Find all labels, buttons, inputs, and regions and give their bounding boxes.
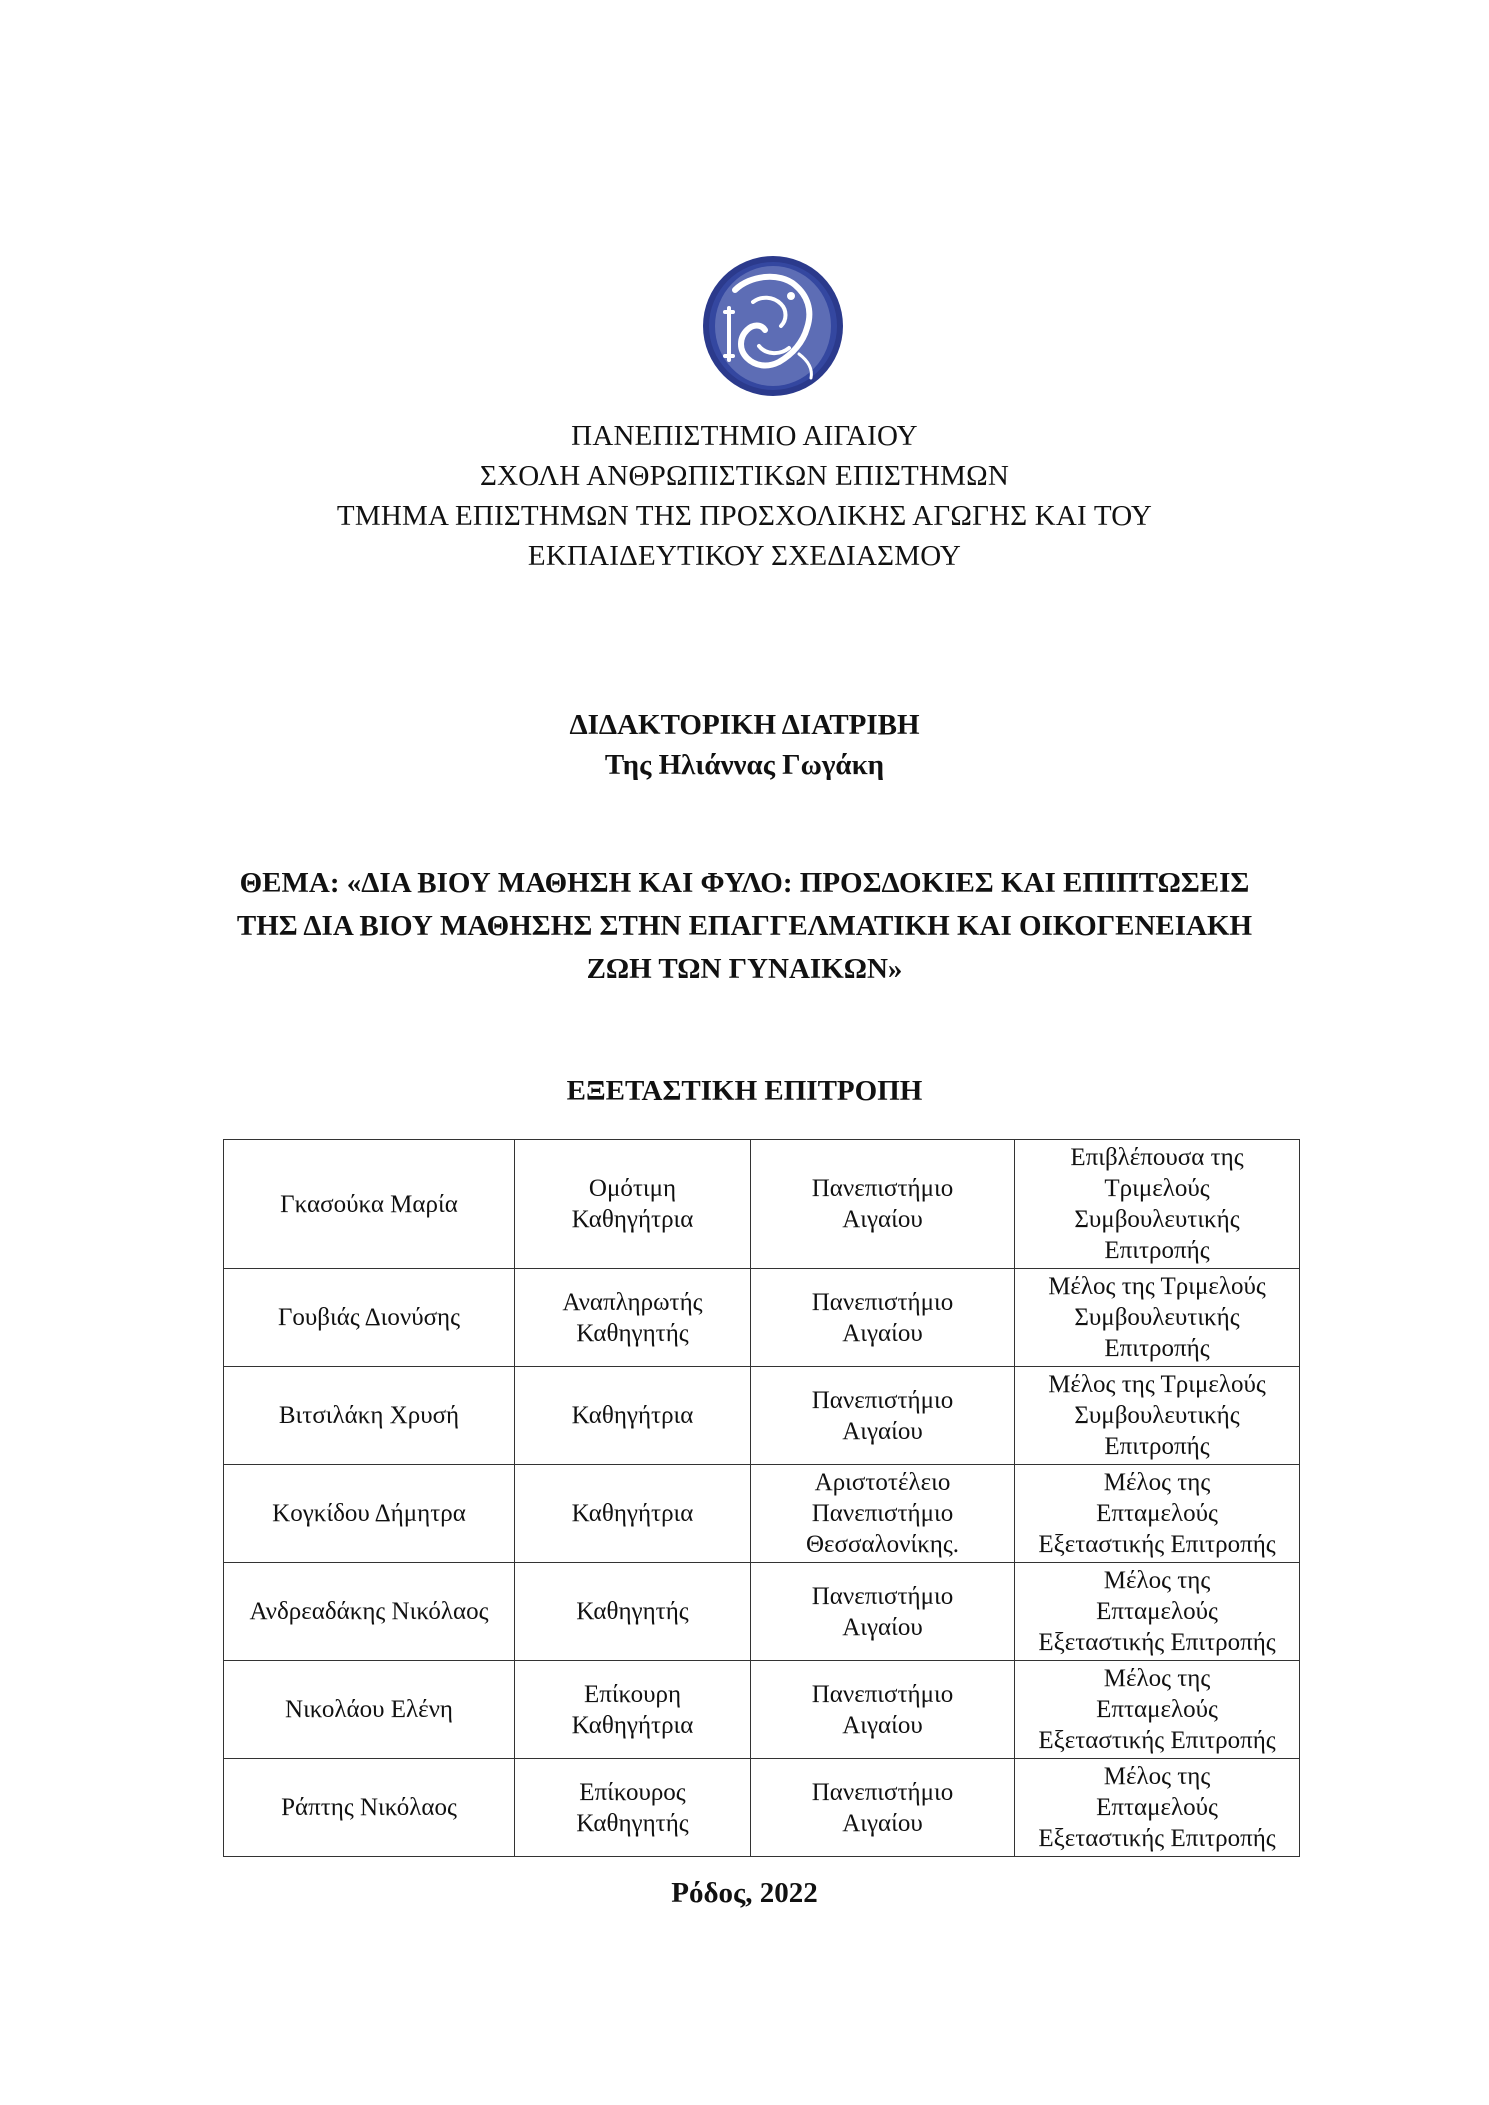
member-rank-line: Αναπληρωτής [562,1288,703,1316]
thesis-subject-line: ΘΕΜΑ: «ΔΙΑ ΒΙΟΥ ΜΑΘΗΣΗ ΚΑΙ ΦΥΛΟ: ΠΡΟΣΔΟΚΙΕΣ ΚΑΙ ΕΠΙΠΤΩΣΕΙΣ [239,867,1250,899]
thesis-type: ΔΙΔΑΚΤΟΡΙΚΗ ΔΙΑΤΡΙΒΗ [569,709,920,741]
member-name-cell [224,1661,515,1759]
member-institution-line: Πανεπιστήμιο [811,1778,954,1806]
member-name: Κογκίδου Δήμητρα [272,1500,466,1527]
member-rank-line: Καθηγήτρια [571,1206,694,1233]
place-and-date: Ρόδος, 2022 [671,1877,818,1909]
member-rank-line: Καθηγητής [576,1809,689,1837]
member-role-line: Μέλος της [1103,1567,1211,1594]
member-role-line: Μέλος της [1103,1469,1211,1496]
member-rank-cell [515,1465,751,1563]
committee-table-body [224,1140,1300,1857]
member-institution-cell [751,1661,1015,1759]
thesis-subject-line: ΖΩΗ ΤΩΝ ΓΥΝΑΙΚΩΝ» [586,953,903,985]
member-role-line: Εξεταστικής Επιτροπής [1038,1531,1276,1558]
table-row [224,1563,1300,1661]
member-role-line: Επιτροπής [1104,1433,1210,1460]
university-header [0,416,1489,576]
department-name-line-2: ΕΚΠΑΙΔΕΥΤΙΚΟΥ ΣΧΕΔΙΑΣΜΟΥ [527,540,962,572]
member-name: Ανδρεαδάκης Νικόλαος [249,1598,489,1625]
member-name-cell [224,1759,515,1857]
member-role-cell [1015,1661,1300,1759]
member-institution-line: Αιγαίου [842,1711,923,1739]
member-name-cell [224,1140,515,1269]
member-institution-line: Αιγαίου [842,1613,923,1641]
table-row [224,1140,1300,1269]
member-rank-line: Καθηγήτρια [571,1500,694,1527]
member-institution-line: Αιγαίου [842,1417,923,1445]
university-name: ΠΑΝΕΠΙΣΤΗΜΙΟ ΑΙΓΑΙΟΥ [571,420,918,452]
member-rank-cell [515,1140,751,1269]
member-role-line: Συμβουλευτικής [1074,1402,1240,1429]
member-role-cell [1015,1140,1300,1269]
member-name-cell [224,1367,515,1465]
member-role-line: Εξεταστικής Επιτροπής [1038,1727,1276,1754]
member-name: Βιτσιλάκη Χρυσή [278,1402,460,1429]
member-name: Ράπτης Νικόλαος [281,1794,457,1821]
member-rank-line: Καθηγητής [576,1598,689,1625]
member-name-cell [224,1465,515,1563]
committee-table [223,1139,1300,1857]
thesis-subject-line: ΤΗΣ ΔΙΑ ΒΙΟΥ ΜΑΘΗΣΗΣ ΣΤΗΝ ΕΠΑΓΓΕΛΜΑΤΙΚΗ ΚΑΙ ΟΙΚΟΓΕΝΕΙΑΚΗ [236,910,1253,942]
member-role-line: Μέλος της [1103,1763,1211,1790]
member-rank-line: Ομότιμη [588,1175,677,1202]
member-rank-line: Επίκουρη [583,1680,682,1708]
member-role-line: Εξεταστικής Επιτροπής [1038,1629,1276,1656]
member-role-cell [1015,1563,1300,1661]
department-name-line-1: ΤΜΗΜΑ ΕΠΙΣΤΗΜΩΝ ΤΗΣ ΠΡΟΣΧΟΛΙΚΗΣ ΑΓΩΓΗΣ ΚΑΙ ΤΟΥ [336,500,1153,532]
member-institution-line: Πανεπιστήμιο [811,1582,954,1610]
member-institution-cell [751,1759,1015,1857]
member-rank-line: Επίκουρος [579,1778,686,1806]
member-role-line: Μέλος της Τριμελούς [1048,1371,1266,1398]
member-rank-cell [515,1759,751,1857]
member-institution-line: Πανεπιστήμιο [811,1386,954,1414]
member-role-line: Εξεταστικής Επιτροπής [1038,1825,1276,1852]
member-institution-cell [751,1140,1015,1269]
university-seal-icon [695,250,850,400]
member-institution-line: Αιγαίου [842,1319,923,1347]
member-institution-line: Θεσσαλονίκης. [805,1531,960,1558]
table-row [224,1465,1300,1563]
member-name-cell [224,1269,515,1367]
member-institution-line: Αιγαίου [842,1809,923,1837]
member-institution-cell [751,1367,1015,1465]
member-role-line: Επταμελούς [1096,1696,1218,1723]
member-role-cell [1015,1759,1300,1857]
member-institution-line: Πανεπιστήμιο [811,1680,954,1708]
member-role-line: Συμβουλευτικής [1074,1304,1240,1331]
member-role-cell [1015,1269,1300,1367]
member-institution-cell [751,1563,1015,1661]
member-role-line: Επταμελούς [1096,1500,1218,1527]
member-institution-cell [751,1465,1015,1563]
member-role-cell [1015,1367,1300,1465]
school-name: ΣΧΟΛΗ ΑΝΘΡΩΠΙΣΤΙΚΩΝ ΕΠΙΣΤΗΜΩΝ [480,460,1009,492]
member-role-line: Μέλος της [1103,1665,1211,1692]
table-row [224,1367,1300,1465]
member-rank-cell [515,1661,751,1759]
table-row [224,1269,1300,1367]
member-institution-line: Πανεπιστήμιο [811,1500,954,1527]
member-role-line: Επταμελούς [1096,1598,1218,1625]
table-row [224,1661,1300,1759]
member-rank-cell [515,1563,751,1661]
member-institution-line: Αιγαίου [842,1206,923,1233]
member-name: Νικολάου Ελένη [285,1696,453,1723]
member-institution-line: Πανεπιστήμιο [811,1288,954,1316]
member-rank-cell [515,1269,751,1367]
thesis-author: Της Ηλιάννας Γωγάκη [604,749,885,781]
member-role-line: Επιτροπής [1104,1237,1210,1264]
member-rank-line: Καθηγητής [576,1319,689,1347]
member-role-line: Συμβουλευτικής [1074,1206,1240,1233]
member-rank-cell [515,1367,751,1465]
member-name: Γουβιάς Διονύσης [277,1304,461,1331]
member-role-line: Τριμελούς [1104,1175,1210,1202]
member-name: Γκασούκα Μαρία [280,1190,458,1218]
thesis-subject [0,862,1489,991]
member-name-cell [224,1563,515,1661]
committee-title: ΕΞΕΤΑΣΤΙΚΗ ΕΠΙΤΡΟΠΗ [566,1075,923,1107]
member-role-line: Μέλος της Τριμελούς [1048,1273,1266,1300]
member-rank-line: Καθηγήτρια [571,1402,694,1429]
member-institution-line: Αριστοτέλειο [814,1469,951,1496]
member-institution-cell [751,1269,1015,1367]
member-institution-line: Πανεπιστήμιο [811,1175,954,1202]
table-row [224,1759,1300,1857]
member-role-line: Επιτροπής [1104,1335,1210,1362]
member-role-line: Επταμελούς [1096,1794,1218,1821]
member-role-line: Επιβλέπουσα της [1070,1144,1244,1171]
member-role-cell [1015,1465,1300,1563]
member-rank-line: Καθηγήτρια [571,1711,694,1739]
